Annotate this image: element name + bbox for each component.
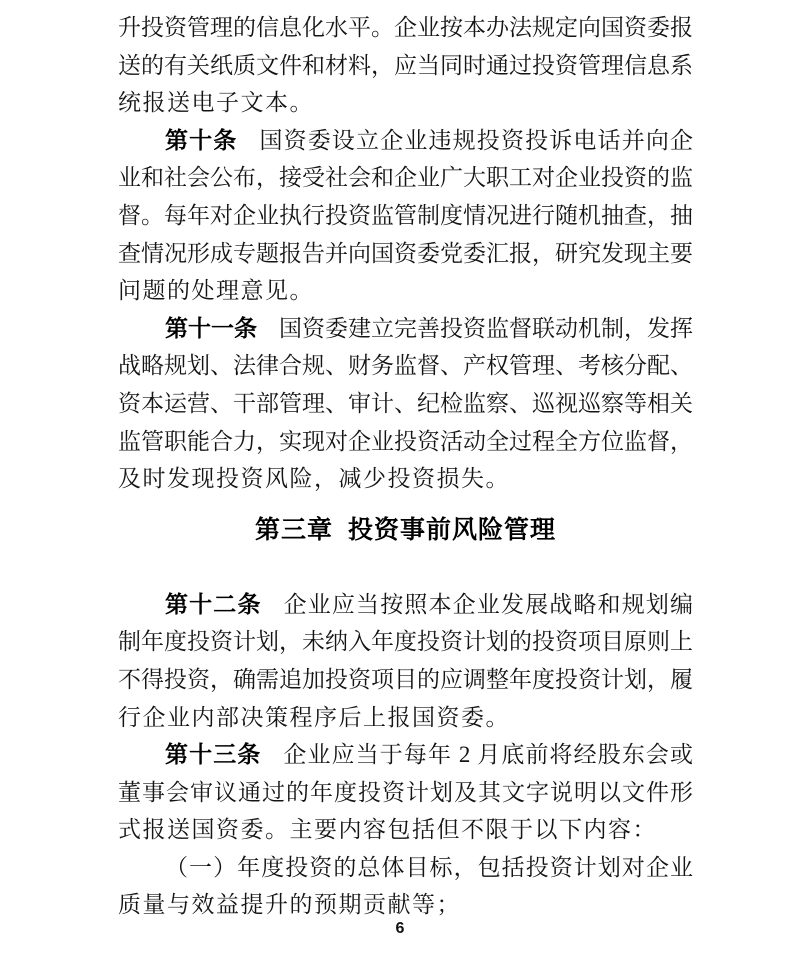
article-11-first-line (118, 310, 693, 348)
text-line: 升投资管理的信息化水平。企业按本办法规定向国资委报 (118, 15, 693, 40)
article-number: 第十二条 (165, 590, 262, 617)
text-line: 行企业内部决策程序后上报国资委。 (118, 704, 510, 730)
chapter-heading (118, 511, 693, 549)
document-text-block (118, 9, 693, 924)
page-number: 6 (395, 920, 405, 937)
article-number: 第十条 (165, 126, 238, 153)
line-text: 国资委设立企业违规投资投诉电话并向企 (259, 127, 693, 153)
article-13-first-line (118, 736, 693, 774)
text-line: 制年度投资计划，未纳入年度投资计划的投资项目原则上 (118, 629, 693, 655)
text-line: 统报送电子文本。 (118, 90, 314, 116)
text-line: 问题的处理意见。 (118, 278, 314, 304)
text-line: 董事会审议通过的年度投资计划及其文字说明以文件形 (118, 779, 693, 805)
text-line: 不得投资，确需追加投资项目的应调整年度投资计划，履 (118, 666, 693, 692)
text-line: 送的有关纸质文件和材料，应当同时通过投资管理信息系 (118, 52, 693, 78)
text-line: 查情况形成专题报告并向国资委党委汇报，研究发现主要 (118, 240, 693, 266)
text-line: 监管职能合力，实现对企业投资活动全过程全方位监督， (118, 428, 693, 454)
text-line: 业和社会公布，接受社会和企业广大职工对企业投资的监 (118, 165, 693, 191)
text-line: 及时发现投资风险，减少投资损失。 (118, 466, 510, 492)
article-number: 第十三条 (165, 741, 262, 768)
article-10-first-line (118, 122, 693, 160)
chapter-number: 第三章 (254, 515, 333, 544)
text-line: 式报送国资委。主要内容包括但不限于以下内容： (118, 817, 657, 843)
text-line: 资本运营、干部管理、审计、纪检监察、巡视巡察等相关 (118, 390, 693, 416)
text-line: 质量与效益提升的预期贡献等； (118, 892, 461, 918)
text-line: 督。每年对企业执行投资监管制度情况进行随机抽查，抽 (118, 202, 693, 228)
article-12-first-line (118, 586, 693, 624)
article-number: 第十一条 (165, 314, 257, 341)
line-text: 国资委建立完善投资监督联动机制，发挥 (279, 315, 693, 341)
text-line: 战略规划、法律合规、财务监督、产权管理、考核分配、 (118, 353, 693, 379)
line-text: 企业应当于每年 2 月底前将经股东会或 (283, 742, 693, 768)
chapter-title: 投资事前风险管理 (348, 515, 557, 544)
list-item-one-first-line: （一）年度投资的总体目标，包括投资计划对企业 (165, 854, 693, 880)
line-text: 企业应当按照本企业发展战略和规划编 (283, 591, 693, 617)
